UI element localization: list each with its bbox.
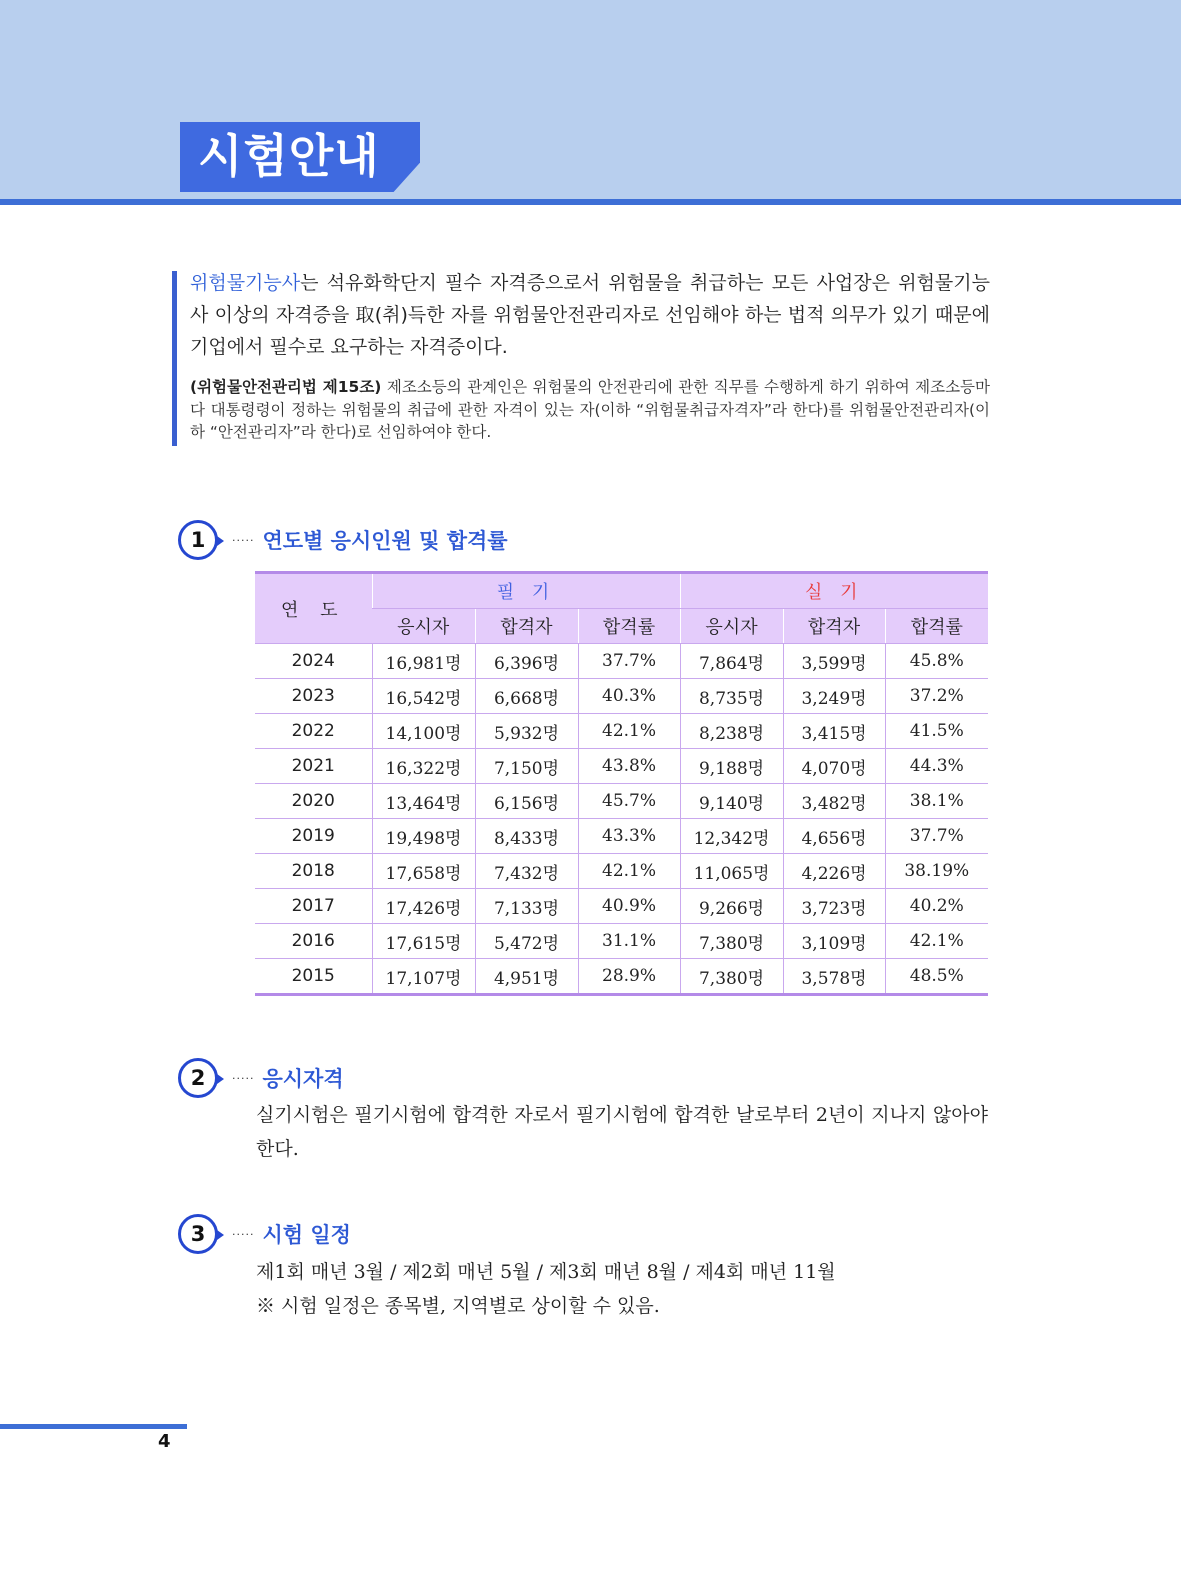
table-row — [255, 714, 988, 749]
sub-header: 합격자 — [475, 609, 578, 644]
law-reference: (위험물안전관리법 제15조) — [190, 378, 382, 396]
value-cell: 3,109명 — [783, 924, 885, 959]
value-cell: 3,723명 — [783, 889, 885, 924]
value-cell: 38.1% — [885, 784, 988, 819]
schedule-note: ※ 시험 일정은 종목별, 지역별로 상이할 수 있음. — [256, 1295, 660, 1317]
value-cell: 7,864명 — [680, 644, 783, 679]
value-cell: 7,380명 — [680, 959, 783, 995]
value-cell: 41.5% — [885, 714, 988, 749]
year-cell: 2021 — [255, 749, 372, 784]
year-cell: 2016 — [255, 924, 372, 959]
applicants-pass-rate-table — [255, 571, 988, 996]
section-number-badge: 1 — [178, 520, 218, 560]
value-cell: 42.1% — [885, 924, 988, 959]
value-cell: 7,133명 — [475, 889, 578, 924]
sub-header: 합격률 — [885, 609, 988, 644]
value-cell: 3,599명 — [783, 644, 885, 679]
value-cell: 8,735명 — [680, 679, 783, 714]
value-cell: 37.7% — [885, 819, 988, 854]
value-cell: 6,668명 — [475, 679, 578, 714]
value-cell: 42.1% — [578, 854, 680, 889]
value-cell: 4,070명 — [783, 749, 885, 784]
section-dots: ····· — [232, 533, 255, 547]
section-number-badge: 2 — [178, 1058, 218, 1098]
value-cell: 44.3% — [885, 749, 988, 784]
law-text: 제조소등의 관계인은 위험물의 안전관리에 관한 직무를 수행하게 하기 위하여 제조소등마다 대통령령이 정하는 위험물의 취급에 관한 자격이 있는 자(이하 “위험물취급자격자”라 한다)를 위험물안전관리자(이하 “안전관리자”라 한다)로 선임하여야 한다. — [190, 378, 990, 441]
table-row — [255, 889, 988, 924]
value-cell: 9,266명 — [680, 889, 783, 924]
value-cell: 9,140명 — [680, 784, 783, 819]
value-cell: 40.2% — [885, 889, 988, 924]
value-cell: 4,951명 — [475, 959, 578, 995]
page-title: 시험안내 — [198, 129, 380, 183]
intro-highlight: 위험물기능사 — [190, 272, 301, 294]
table-row — [255, 644, 988, 679]
value-cell: 16,322명 — [372, 749, 475, 784]
value-cell: 6,396명 — [475, 644, 578, 679]
sub-header: 합격자 — [783, 609, 885, 644]
value-cell: 16,542명 — [372, 679, 475, 714]
intro-paragraph — [190, 267, 990, 363]
intro-accent-bar — [172, 271, 177, 446]
section-dots: ····· — [232, 1227, 255, 1241]
header-rule — [0, 199, 1181, 205]
value-cell: 40.9% — [578, 889, 680, 924]
year-cell: 2019 — [255, 819, 372, 854]
value-cell: 5,472명 — [475, 924, 578, 959]
value-cell: 45.7% — [578, 784, 680, 819]
section-3-heading — [178, 1214, 351, 1254]
table-row — [255, 749, 988, 784]
value-cell: 17,658명 — [372, 854, 475, 889]
table-row — [255, 784, 988, 819]
value-cell: 37.7% — [578, 644, 680, 679]
value-cell: 3,482명 — [783, 784, 885, 819]
year-cell: 2024 — [255, 644, 372, 679]
value-cell: 3,249명 — [783, 679, 885, 714]
value-cell: 38.19% — [885, 854, 988, 889]
value-cell: 28.9% — [578, 959, 680, 995]
table-row — [255, 959, 988, 995]
year-cell: 2018 — [255, 854, 372, 889]
value-cell: 4,226명 — [783, 854, 885, 889]
section-dots: ····· — [232, 1071, 255, 1085]
section-title: 연도별 응시인원 및 합격률 — [262, 529, 508, 553]
value-cell: 9,188명 — [680, 749, 783, 784]
value-cell: 7,432명 — [475, 854, 578, 889]
value-cell: 40.3% — [578, 679, 680, 714]
table-row — [255, 854, 988, 889]
value-cell: 43.8% — [578, 749, 680, 784]
value-cell: 42.1% — [578, 714, 680, 749]
value-cell: 31.1% — [578, 924, 680, 959]
written-group-header: 필 기 — [372, 573, 680, 609]
year-cell: 2017 — [255, 889, 372, 924]
section-title: 시험 일정 — [262, 1223, 351, 1247]
practical-group-header: 실 기 — [680, 573, 988, 609]
section-number-badge: 3 — [178, 1214, 218, 1254]
sub-header: 응시자 — [372, 609, 475, 644]
value-cell: 17,615명 — [372, 924, 475, 959]
value-cell: 3,578명 — [783, 959, 885, 995]
schedule-text: 제1회 매년 3월 / 제2회 매년 5월 / 제3회 매년 8월 / 제4회 매년 11월 — [256, 1261, 836, 1283]
value-cell: 7,150명 — [475, 749, 578, 784]
value-cell: 4,656명 — [783, 819, 885, 854]
value-cell: 16,981명 — [372, 644, 475, 679]
year-cell: 2022 — [255, 714, 372, 749]
sub-header: 응시자 — [680, 609, 783, 644]
table-row — [255, 924, 988, 959]
footer-rule — [0, 1424, 187, 1429]
value-cell: 19,498명 — [372, 819, 475, 854]
section-title: 응시자격 — [262, 1067, 344, 1091]
value-cell: 43.3% — [578, 819, 680, 854]
value-cell: 6,156명 — [475, 784, 578, 819]
page-number: 4 — [158, 1431, 171, 1452]
table-row — [255, 819, 988, 854]
value-cell: 17,426명 — [372, 889, 475, 924]
value-cell: 48.5% — [885, 959, 988, 995]
value-cell: 13,464명 — [372, 784, 475, 819]
header-band — [0, 0, 1181, 199]
value-cell: 45.8% — [885, 644, 988, 679]
value-cell: 8,238명 — [680, 714, 783, 749]
law-paragraph — [190, 376, 990, 444]
eligibility-text: 실기시험은 필기시험에 합격한 자로서 필기시험에 합격한 날로부터 2년이 지나지 않아야 한다. — [256, 1104, 988, 1160]
value-cell: 8,433명 — [475, 819, 578, 854]
year-cell: 2015 — [255, 959, 372, 995]
value-cell: 17,107명 — [372, 959, 475, 995]
value-cell: 37.2% — [885, 679, 988, 714]
value-cell: 11,065명 — [680, 854, 783, 889]
year-cell: 2023 — [255, 679, 372, 714]
value-cell: 7,380명 — [680, 924, 783, 959]
table-row — [255, 679, 988, 714]
year-header: 연 도 — [255, 573, 372, 644]
section-1-heading — [178, 520, 508, 560]
intro-main-text: 는 석유화학단지 필수 자격증으로서 위험물을 취급하는 모든 사업장은 위험물기능사 이상의 자격증을 取(취)득한 자를 위험물안전관리자로 선임해야 하는 법적 의무가 있기 때문에 기업에서 필수로 요구하는 자격증이다. — [190, 272, 990, 358]
section-2-heading — [178, 1058, 344, 1098]
value-cell: 12,342명 — [680, 819, 783, 854]
value-cell: 5,932명 — [475, 714, 578, 749]
value-cell: 3,415명 — [783, 714, 885, 749]
value-cell: 14,100명 — [372, 714, 475, 749]
year-cell: 2020 — [255, 784, 372, 819]
sub-header: 합격률 — [578, 609, 680, 644]
